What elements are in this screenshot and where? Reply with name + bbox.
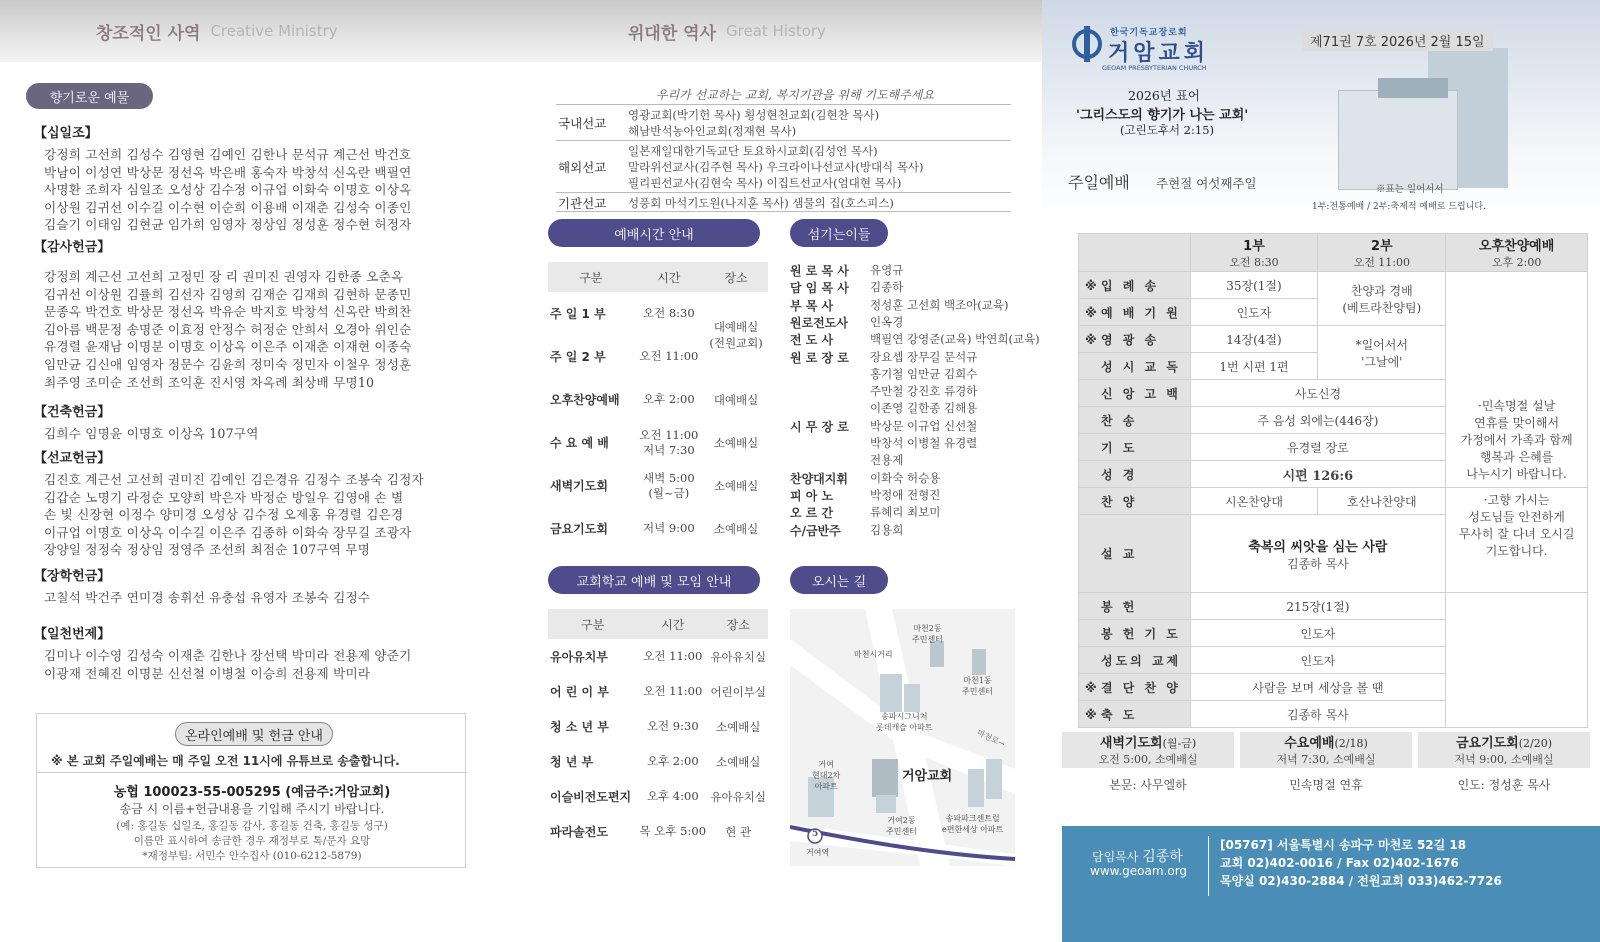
offering-names — [44, 268, 484, 391]
server-names: 박상문 이규업 신선철 박창석 이병철 유경렬 전용제 — [870, 418, 978, 468]
col-title: 2부 — [1370, 239, 1393, 254]
offering-section-title: 【십일조】 — [34, 126, 98, 141]
meeting-title: 금요기도회 — [1455, 736, 1519, 751]
office-phone: 목양실 02)430-2884 / 전원교회 033)462-7726 — [1220, 874, 1502, 888]
table-row — [548, 814, 768, 849]
order-label — [1079, 326, 1191, 353]
order-blank — [1446, 593, 1588, 728]
worship-table — [548, 262, 768, 550]
church-name: 거암교회 — [1108, 41, 1210, 66]
table-row — [548, 507, 768, 550]
offering-section-title: 【선교헌금】 — [34, 451, 111, 466]
mission-label: 기관선교 — [558, 196, 607, 211]
col-title: 1부 — [1243, 239, 1265, 254]
denomination: 한국기독교장로회 — [1110, 28, 1188, 38]
row-name: 주 일 1 부 — [550, 307, 606, 321]
offering-name-line: 임만균 김신애 임영자 정문수 김윤희 정미숙 정민자 이철우 정성훈 — [44, 356, 412, 372]
service-title: 주일예배 — [1068, 173, 1130, 192]
order-label — [1079, 407, 1191, 434]
map-label-hyundai: 거여 현대2차 아파트 — [812, 760, 841, 791]
standing-mark: ※ — [1085, 278, 1097, 293]
map-label-park: 송파파크센트럴 e편한세상 아파트 — [942, 814, 1004, 834]
server-role: 전 도 사 — [790, 333, 834, 348]
order-label — [1079, 701, 1191, 728]
row-place: 유아유치실 — [710, 649, 766, 664]
server-role: 부 목 사 — [790, 298, 834, 313]
left-header-title: 창조적인 사역 — [96, 23, 201, 44]
offering-names — [44, 647, 484, 682]
order-label — [1079, 674, 1191, 701]
server-role: 시 무 장 로 — [790, 419, 849, 434]
row-name: 유아유치부 — [550, 650, 608, 664]
order-label-text: 예 배 기 원 — [1101, 305, 1181, 320]
mission-row — [556, 140, 1011, 192]
table-row — [548, 709, 768, 744]
offering-name-line: 김귀선 이상원 김률희 김선자 김영희 김재순 김재희 김현하 문종민 — [44, 286, 412, 302]
sermon-cell — [1190, 515, 1446, 593]
online-notice: ※ 본 교회 주일예배는 매 주일 오전 11시에 유튜브로 송출합니다. — [51, 754, 400, 768]
mission-row — [556, 104, 1011, 140]
order-label — [1079, 593, 1191, 620]
order-label-text: 성 경 — [1101, 467, 1138, 482]
row-time: 오후 4:00 — [646, 789, 699, 803]
server-names: 류혜리 최보미 — [870, 505, 941, 520]
map-label-market: 마천시거리 — [854, 650, 893, 659]
mission-line: 해남반석농아인교회(정재현 목사) — [628, 124, 797, 138]
motto-year: 2026년 표어 — [1128, 88, 1201, 103]
order-label-text: 봉 헌 기 도 — [1101, 626, 1181, 641]
standing-mark: ※ — [1085, 305, 1097, 320]
offering-name-line: 이상원 김귀선 이수길 이수현 이순희 이용배 이재춘 김성숙 이종인 — [44, 199, 412, 215]
order-value: 인도자 — [1190, 647, 1446, 674]
school-table — [548, 609, 768, 849]
order-row — [1079, 593, 1588, 620]
server-names: 정성훈 고선희 백조아(교육) — [870, 297, 1009, 312]
offering-name-line: 강정희 고선희 김성수 김영현 김예인 김한나 문석규 계근선 박건호 — [44, 147, 412, 162]
server-role: 피 아 노 — [790, 488, 834, 503]
order-value: 시편 126:6 — [1190, 461, 1446, 488]
online-offering-box — [36, 713, 466, 868]
online-line-0: 송금 시 이름+헌금내용을 기입해 주시기 바랍니다. — [119, 802, 385, 816]
table-row — [548, 464, 768, 507]
offering-name-line: 강정희 계근선 고선희 고정민 장 리 권미진 권영자 김한종 오춘옥 — [44, 269, 404, 284]
middle-header-subtitle: Great History — [726, 22, 826, 40]
order-col-header — [1446, 234, 1588, 272]
server-role: 오 르 간 — [790, 506, 834, 521]
table-header-cell: 장소 — [704, 262, 768, 292]
map-label-line: 5 — [812, 829, 819, 839]
meeting-body: 민속명절 연휴 — [1289, 778, 1363, 792]
order-label — [1079, 515, 1191, 593]
order-value: 김종하 목사 — [1190, 701, 1446, 728]
meeting-time: 오전 5:00, 소예배실 — [1098, 753, 1198, 766]
service-subtitle: 주현절 여섯째주일 — [1156, 176, 1257, 191]
church-footer — [1062, 826, 1600, 942]
online-line-1: (예: 홍길동 십일조, 홍길동 감사, 홍길동 건축, 홍길동 성구) — [116, 820, 388, 832]
offering-section-title: 【장학헌금】 — [34, 569, 111, 584]
order-label — [1079, 299, 1191, 326]
meeting-card — [1240, 732, 1412, 800]
issue-info: 제71권 7호 2026년 2월 15일 — [1302, 30, 1493, 51]
row-place: 소예배실 — [715, 754, 761, 769]
worship-pill: 예배시간 안내 — [548, 219, 760, 247]
table-row — [548, 378, 768, 421]
order-label — [1079, 488, 1191, 515]
row-time: 오전 11:00 — [643, 684, 703, 698]
table-header-row — [548, 609, 768, 639]
service-type-note: 1부:전통예배 / 2부:축제적 예배로 드립니다. — [1312, 202, 1486, 212]
meeting-body: 본문: 사무엘하 — [1109, 778, 1187, 792]
table-header-row — [548, 262, 768, 292]
order-value: 사도신경 — [1190, 380, 1446, 407]
map-label-center1dong: 마천1동 주민센터 — [962, 676, 993, 696]
row-place: 현 관 — [725, 824, 752, 839]
meeting-sub: (2/18) — [1334, 737, 1368, 750]
table-header-cell: 장소 — [708, 609, 768, 639]
row-name: 어 린 이 부 — [550, 685, 609, 699]
map-label-station: 거여역 — [806, 848, 830, 857]
order-header-row — [1079, 234, 1588, 272]
offering-section-title: 【일천번제】 — [34, 627, 111, 642]
map-label-center2: 거여2동 주민센터 — [886, 816, 917, 836]
meeting-header — [1240, 732, 1412, 768]
praise-team-cell: 찬양과 경배 (베트라찬양팀) — [1318, 272, 1446, 326]
order-value: 주 음성 외에는(446장) — [1190, 407, 1446, 434]
table-header-cell: 구분 — [548, 262, 634, 292]
offering-names — [44, 146, 484, 234]
order-label-text: 결 단 찬 양 — [1101, 680, 1181, 695]
table-header-cell: 시간 — [634, 262, 705, 292]
mission-line: 일본재일대한기독교단 토요하시교회(김성언 목사) — [628, 144, 878, 158]
mission-label: 국내선교 — [558, 116, 607, 131]
order-label-text: 설 교 — [1101, 547, 1138, 561]
offering-name-line: 김슬기 이태임 김현균 임가희 임영자 정상임 정성훈 정수현 허정자 — [44, 217, 412, 233]
order-value: 인도자 — [1190, 620, 1446, 647]
row-place: 소예배실 — [713, 435, 759, 450]
standing-mark: ※ — [1085, 332, 1097, 347]
server-role: 원 로 목 사 — [790, 264, 849, 278]
row-time: 오전 11:00 — [639, 349, 699, 363]
order-value: 1번 시편 1편 — [1190, 353, 1318, 380]
offering-name-line: 문종옥 박건호 박상문 정선옥 박유순 박지호 박창석 신옥란 박희찬 — [44, 304, 412, 320]
offering-names — [44, 425, 484, 443]
meeting-body: 인도: 정성훈 목사 — [1457, 778, 1551, 792]
order-header-blank — [1079, 234, 1191, 272]
meeting-card — [1062, 732, 1234, 800]
offering-pill: 향기로운 예물 — [26, 83, 153, 109]
online-pill: 온라인예배 및 헌금 안내 — [175, 722, 333, 746]
order-label-text: 신 앙 고 백 — [1101, 386, 1181, 401]
offering-name-line: 손 빛 신장현 이정수 양미경 오성상 김수정 오제홍 유경렬 김은경 — [44, 507, 404, 523]
row-name: 금요기도회 — [550, 522, 608, 536]
mission-line: 말라위선교사(김주현 목사) 우크라이나선교사(방대식 목사) — [628, 160, 924, 174]
row-place-merged: 대예배실 (전원교회) — [709, 320, 763, 350]
row-time: 오전 8:30 — [642, 306, 695, 320]
choir-2: 호산나찬양대 — [1318, 488, 1446, 515]
map-label-church: 거암교회 — [902, 769, 953, 784]
col-time: 오전 8:30 — [1229, 256, 1279, 269]
order-label-text: 축 도 — [1101, 707, 1138, 722]
order-label — [1079, 353, 1191, 380]
order-label-text: 봉 헌 — [1101, 599, 1138, 614]
row-place: 유아유치실 — [710, 789, 766, 804]
row-time: 오전 11:00 — [643, 649, 703, 663]
choir-1: 시온찬양대 — [1190, 488, 1318, 515]
server-names: 김종하 — [870, 280, 904, 295]
row-place: 대예배실 — [713, 392, 759, 407]
order-label — [1079, 272, 1191, 299]
order-label — [1079, 380, 1191, 407]
row-time: 오후 2:00 — [646, 754, 699, 768]
row-time: 저녁 9:00 — [642, 521, 695, 535]
order-label-text: 찬 양 — [1101, 494, 1138, 509]
order-label — [1079, 434, 1191, 461]
server-names: 유영규 — [870, 263, 904, 277]
standing-mark: ※ — [1085, 707, 1097, 722]
sermon-title: 축복의 씨앗을 심는 사람 — [1248, 539, 1388, 555]
row-name: 수 요 예 배 — [550, 436, 609, 450]
map-pill: 오시는 길 — [790, 566, 888, 594]
table-row — [548, 639, 768, 674]
online-line-3: *재정부팀: 서민수 안수집사 (010-6212-5879) — [142, 850, 362, 862]
mission-line: 성풍회 마석기도원(나지훈 목사) 샘물의 집(호스피스) — [628, 196, 894, 210]
church-phone: 교회 02)402-0016 / Fax 02)402-1676 — [1220, 856, 1459, 870]
weekly-meetings — [1062, 732, 1592, 804]
meeting-header — [1062, 732, 1234, 768]
order-label — [1079, 647, 1191, 674]
order-label-text: 입 례 송 — [1101, 278, 1160, 293]
bank-account: 농협 100023-55-005295 (예금주:거암교회) — [113, 785, 391, 800]
offering-name-line: 김아름 백문정 송명준 이효정 안정수 허정순 안희서 오경아 위인순 — [44, 321, 412, 337]
church-address: [05767] 서울특별시 송파구 마천로 52길 18 — [1220, 838, 1467, 852]
church-logo-icon — [1070, 24, 1104, 64]
meeting-card — [1418, 732, 1590, 800]
pastor-name: 김종하 — [1142, 849, 1183, 865]
offering-name-line: 최주영 조미순 조선희 조익훈 진시영 차옥례 최상배 무명10 — [44, 374, 375, 390]
meeting-title: 새벽기도회 — [1099, 736, 1163, 751]
row-time: 오전 11:00 저녁 7:30 — [639, 427, 699, 457]
meeting-sub: (2/20) — [1518, 737, 1553, 750]
offering-name-line: 고칠석 박건주 연미경 송휘선 유충섭 유영자 조봉숙 김정수 — [44, 590, 371, 605]
order-row — [1079, 488, 1588, 515]
online-line-2: 이름만 표시하여 송금한 경우 재정부로 톡/문자 요망 — [133, 835, 371, 847]
order-label — [1079, 620, 1191, 647]
server-role: 담 임 목 사 — [790, 281, 849, 296]
pastor-label-text: 담임목사 — [1092, 850, 1139, 864]
meeting-time: 저녁 7:30, 소예배실 — [1276, 753, 1376, 766]
server-names: 인옥경 — [870, 314, 904, 329]
server-role: 원 로 장 로 — [790, 350, 849, 365]
row-name: 새벽기도회 — [550, 479, 608, 493]
offering-name-line: 김미나 이수영 김성숙 이재춘 김한나 장선택 박미라 전용제 양준기 — [44, 648, 412, 663]
afternoon-notice-2: ·고향 가시는 성도님들 안전하게 무사히 잘 다녀 오시길 기도합니다. — [1446, 488, 1588, 593]
server-names: 박정애 전형진 — [870, 487, 941, 502]
motto-ref: (고린도후서 2:15) — [1120, 123, 1214, 137]
offering-name-line: 김진호 계근선 고선희 권미진 김예인 김은경유 김정수 조봉숙 김정자 — [44, 472, 424, 487]
afternoon-notice-1: ·민속명절 설날 연휴를 맞이해서 가정에서 가족과 함께 행복과 은혜를 나누시기 바랍니다. — [1446, 272, 1588, 488]
col-time: 오후 2:00 — [1491, 256, 1542, 269]
order-value: 35장(1절) — [1190, 272, 1318, 299]
offering-name-line: 장양일 정정숙 정상임 정영주 조선희 최점순 107구역 무명 — [44, 542, 371, 558]
server-names: 장요셉 장무길 문석규 홍기철 임만균 김희수 주만철 강진호 류경하 이존영 길한종 김해용 — [870, 349, 978, 416]
mission-label: 해외선교 — [558, 160, 607, 175]
order-of-worship — [1078, 233, 1588, 728]
order-label-text: 찬 송 — [1101, 413, 1138, 428]
order-label — [1079, 461, 1191, 488]
standing-mark: ※ — [1085, 680, 1097, 695]
left-header-subtitle: Creative Ministry — [210, 22, 338, 40]
order-col-header — [1318, 234, 1446, 272]
middle-header — [520, 0, 1042, 62]
table-row — [548, 674, 768, 709]
order-value: 유경렬 장로 — [1190, 434, 1446, 461]
server-names: 김용희 — [870, 522, 904, 537]
server-role: 찬양대지휘 — [790, 471, 848, 486]
order-value: 14장(4절) — [1190, 326, 1318, 353]
order-label-text: 기 도 — [1101, 440, 1138, 455]
row-place: 소예배실 — [713, 521, 759, 536]
row-name: 청 년 부 — [550, 755, 594, 769]
row-time: 오전 9:30 — [646, 719, 699, 733]
offering-names — [44, 471, 484, 559]
row-name: 주 일 2 부 — [550, 350, 606, 364]
mission-handwriting: 우리가 선교하는 교회, 복지기관을 위해 기도해주세요 — [656, 88, 934, 102]
order-label-text: 성도의 교제 — [1101, 653, 1182, 668]
meeting-sub: (월-금) — [1162, 737, 1197, 750]
offering-section-title: 【감사헌금】 — [34, 240, 111, 255]
server-names: 이화숙 허승용 — [870, 470, 941, 485]
row-name: 파라솔전도 — [550, 825, 608, 839]
church-name-en: GEOAM PRESBYTERIAN CHURCH — [1102, 64, 1207, 72]
table-header-cell: 시간 — [637, 609, 708, 639]
offering-names — [44, 589, 484, 607]
server-names: 백필연 강영준(교육) 박연희(교육) — [870, 332, 1040, 347]
servers-pill: 섬기는이들 — [790, 219, 888, 247]
offering-name-line: 사명환 조희자 심일조 오성상 김수정 이규업 이화숙 이명호 이상옥 — [44, 182, 412, 198]
row-place: 어린이부실 — [710, 684, 766, 699]
order-value: 215장(1절) — [1190, 593, 1446, 620]
order-label-text: 영 광 송 — [1101, 332, 1160, 347]
order-label-text: 성 시 교 독 — [1101, 359, 1181, 374]
mission-row — [556, 192, 1011, 212]
map-label-songpa-apt: 송파시그니처 롯데캐슬 아파트 — [876, 712, 933, 732]
order-value: 인도자 — [1190, 299, 1318, 326]
table-row — [548, 779, 768, 814]
pastor-label — [1092, 846, 1183, 866]
meeting-time: 저녁 9:00, 소예배실 — [1454, 753, 1554, 766]
meeting-header — [1418, 732, 1590, 768]
col-title: 오후찬양예배 — [1478, 239, 1555, 254]
col-time: 오전 11:00 — [1353, 256, 1411, 269]
row-place: 소예배실 — [713, 478, 759, 493]
offering-section-title: 【건축헌금】 — [34, 405, 111, 420]
church-building — [1318, 48, 1528, 198]
offering-name-line: 이광재 전혜진 이명분 신선철 이병철 이승희 전용제 박미라 — [44, 665, 371, 681]
mission-line: 영광교회(박기헌 목사) 횡성현천교회(김현찬 목사) — [628, 108, 880, 122]
mission-line: 필리핀선교사(김현숙 목사) 이집트선교사(엄대현 목사) — [628, 176, 902, 190]
row-name: 이슬비전도편지 — [550, 790, 632, 804]
sermon-preacher: 김종하 목사 — [1286, 556, 1349, 571]
row-name: 청 소 년 부 — [550, 720, 609, 734]
middle-header-title: 위대한 역사 — [628, 23, 717, 44]
standing-note: ※표는 일어서서 — [1376, 184, 1444, 195]
table-row — [548, 744, 768, 779]
row-place: 소예배실 — [715, 719, 761, 734]
motto: '그리스도의 향기가 나는 교회' — [1076, 108, 1249, 123]
offering-name-line: 김희수 임명윤 이명호 이상옥 107구역 — [44, 426, 259, 441]
map-label-road: 마천로→ — [975, 728, 1007, 749]
standing-song-cell: *일어서서 '그날에' — [1318, 326, 1446, 380]
offering-name-line: 이규업 이명호 이상옥 이수길 이은주 김종하 이화숙 장무길 조광자 — [44, 524, 412, 540]
map-label-center2dong: 마천2동 주민센터 — [912, 624, 943, 644]
table-row — [548, 292, 768, 335]
website-link[interactable]: www.geoam.org — [1090, 864, 1188, 878]
server-role: 수/금반주 — [790, 523, 841, 538]
meeting-title: 수요예배 — [1284, 736, 1335, 751]
order-value: 사람을 보며 세상을 볼 땐 — [1190, 674, 1446, 701]
left-header — [0, 0, 520, 62]
server-role: 원로전도사 — [790, 315, 848, 330]
offering-name-line: 유경렬 윤재남 이명분 이명호 이상옥 이은주 이재춘 이재현 이종숙 — [44, 339, 412, 355]
table-header-cell: 구분 — [548, 609, 637, 639]
table-row — [548, 421, 768, 464]
row-name: 오후찬양예배 — [550, 393, 620, 407]
row-time: 오후 2:00 — [642, 392, 695, 406]
row-time: 새벽 5:00 (월~금) — [642, 470, 695, 500]
church-map — [790, 609, 1015, 866]
row-time: 목 오후 5:00 — [639, 824, 707, 838]
offering-name-line: 김갑순 노명기 라정순 모양희 박은자 박정순 방일우 김영애 손 별 — [44, 489, 404, 505]
school-pill: 교회학교 예배 및 모임 안내 — [548, 566, 760, 594]
offering-name-line: 박남이 이성연 박상문 정선옥 박은배 홍숙자 박창석 신옥란 백필연 — [44, 164, 412, 180]
order-row — [1079, 272, 1588, 299]
order-col-header — [1190, 234, 1318, 272]
